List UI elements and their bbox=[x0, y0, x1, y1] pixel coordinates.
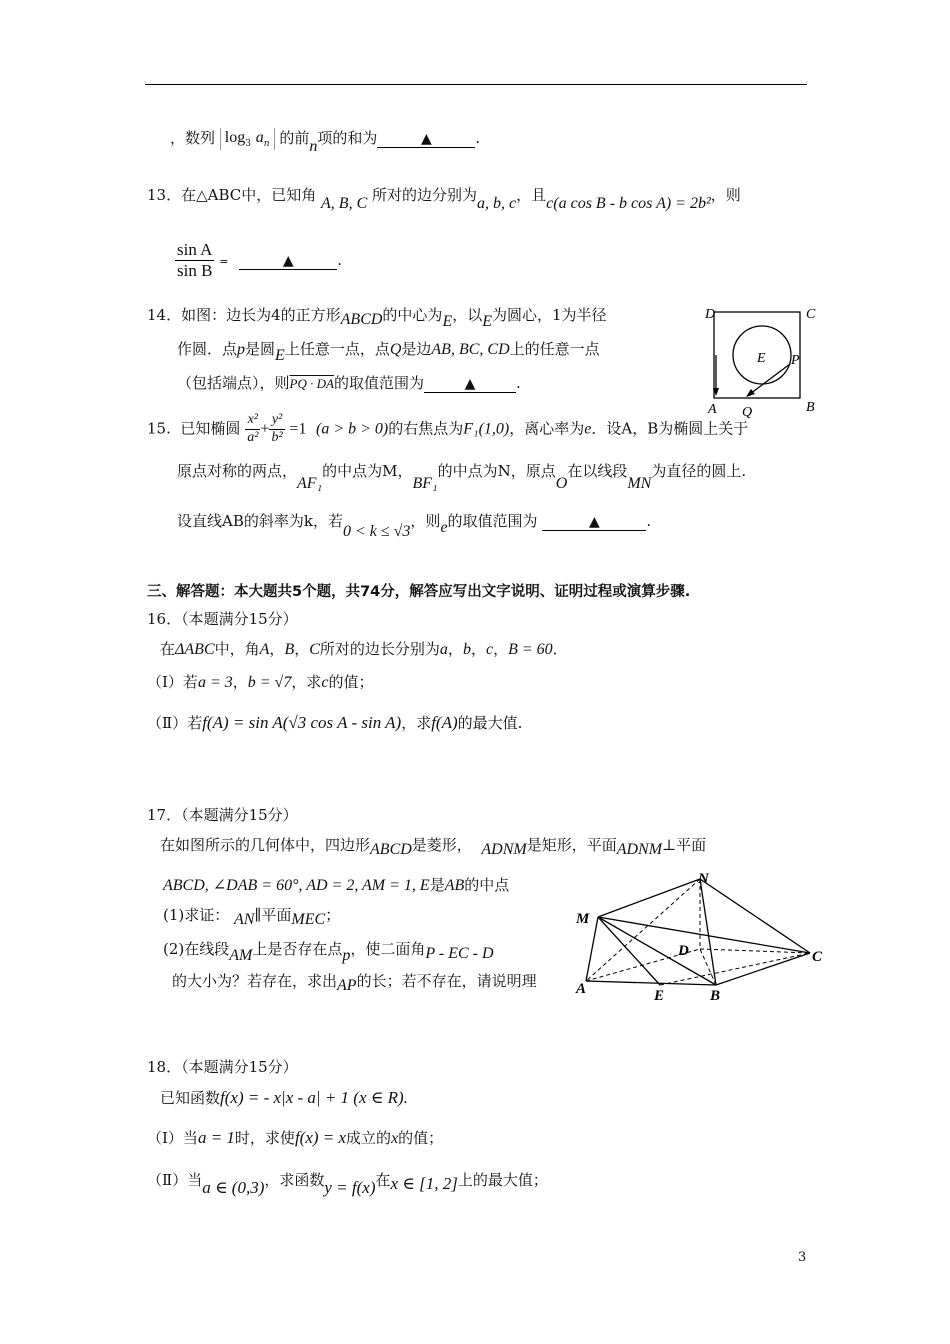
math: C bbox=[309, 641, 320, 658]
math: ADNM bbox=[616, 841, 663, 858]
text: 的右焦点为 bbox=[388, 419, 464, 438]
math: AM bbox=[229, 947, 253, 964]
math: x bbox=[391, 1130, 399, 1147]
text: 的中心为 bbox=[382, 306, 443, 324]
text: （包括端点），则 bbox=[177, 374, 290, 392]
label-E: E bbox=[654, 988, 665, 1004]
text: ， bbox=[493, 640, 509, 658]
text: 所对的边长分别为 bbox=[319, 640, 440, 658]
math: Q bbox=[389, 341, 402, 358]
text: (1)求证： bbox=[163, 906, 230, 924]
text: （Ⅰ）当 bbox=[147, 1129, 198, 1147]
text: ， bbox=[447, 640, 463, 658]
q13-line1 bbox=[147, 186, 741, 212]
text: ∥平面 bbox=[254, 906, 292, 924]
math: n bbox=[263, 139, 270, 149]
numerator: x² bbox=[245, 412, 260, 430]
q15-line3 bbox=[177, 512, 652, 540]
q12-continuation bbox=[170, 128, 481, 155]
math: f(A) = sin A(√3 cos A - sin A) bbox=[202, 713, 402, 732]
math: ΔABC bbox=[175, 641, 215, 658]
label-D: D bbox=[705, 307, 716, 322]
math: B = 60 bbox=[508, 641, 553, 658]
denominator: b² bbox=[271, 429, 283, 445]
q14-line3 bbox=[177, 374, 521, 393]
math: ABCD bbox=[340, 311, 383, 328]
q16-line1 bbox=[160, 640, 568, 659]
q14-square-figure bbox=[700, 300, 825, 420]
text: . bbox=[646, 512, 652, 530]
math: AB, BC, CD bbox=[431, 341, 510, 358]
answer-blank: ▲ bbox=[239, 253, 337, 270]
math: p bbox=[237, 341, 246, 358]
label-E: E bbox=[757, 351, 766, 366]
math: O bbox=[555, 475, 568, 492]
q17-solid-figure bbox=[570, 865, 840, 1005]
text: 在△ABC中，已知角 bbox=[181, 186, 317, 204]
text: . bbox=[475, 129, 481, 147]
text: 的值； bbox=[398, 1129, 444, 1147]
math: p bbox=[342, 947, 351, 964]
q14-line2 bbox=[177, 340, 600, 364]
arrow-head bbox=[746, 389, 755, 397]
math: f(A) bbox=[431, 713, 458, 732]
math: a bbox=[439, 641, 448, 658]
text: 在 bbox=[160, 640, 176, 658]
math: a = 3 bbox=[197, 674, 233, 691]
text: ， bbox=[232, 673, 248, 691]
text: 是矩形，平面 bbox=[526, 836, 617, 854]
q15-line2 bbox=[177, 462, 747, 492]
math: e bbox=[584, 420, 592, 438]
text: （Ⅱ）当 bbox=[147, 1171, 203, 1189]
text: 中，角 bbox=[214, 640, 260, 658]
answer-blank: ▲ bbox=[424, 376, 516, 393]
q13-line2 bbox=[175, 240, 342, 282]
q17-heading: 17．（本题满分15分） bbox=[147, 806, 298, 824]
math: c bbox=[485, 641, 494, 658]
text: 已知函数 bbox=[160, 1089, 221, 1107]
math: P - EC - D bbox=[425, 945, 494, 962]
math: MN bbox=[627, 475, 652, 492]
q15-line1: 15. 已知椭圆 $\frac{\text{x²}}{\text{a²}}$ + $\frac{\text{y²}}{\text{b²}}$ =1 (a > b > 0)的右焦点为F₁(1,0)，离心率为e．设A，B为椭圆上关于 bbox=[147, 412, 749, 445]
text: 上的最大值； bbox=[457, 1171, 548, 1189]
text: 上是否存在点 bbox=[252, 940, 343, 958]
text: 是 bbox=[429, 876, 445, 894]
label-M: M bbox=[576, 911, 590, 927]
math: (a > b > 0) bbox=[316, 420, 389, 438]
math: ABCD, ∠DAB = 60°, AD = 2, AM = 1, E bbox=[163, 877, 430, 894]
text: 的前 bbox=[279, 129, 310, 147]
label-A: A bbox=[708, 402, 717, 417]
fraction bbox=[175, 240, 214, 282]
header-rule bbox=[145, 84, 807, 85]
math: y = f(x) bbox=[324, 1178, 376, 1197]
q17-line3 bbox=[163, 906, 341, 928]
text: ，离心率为 bbox=[509, 419, 585, 438]
math: e bbox=[440, 519, 448, 536]
math: a ∈ (0,3) bbox=[202, 1178, 265, 1197]
text: 的中点为N，原点 bbox=[437, 462, 556, 480]
math: 0 < k ≤ √3 bbox=[342, 523, 411, 540]
text: 为直径的圆上. bbox=[651, 462, 747, 480]
label-N: N bbox=[698, 871, 709, 887]
text: ，以 bbox=[452, 306, 483, 324]
abs-log-expr bbox=[220, 128, 275, 150]
text: 的值； bbox=[328, 673, 374, 691]
text: = bbox=[219, 254, 229, 268]
text: 原点对称的两点， bbox=[177, 462, 298, 480]
math: 3 bbox=[245, 139, 251, 149]
text: ，且 bbox=[516, 186, 547, 204]
section-heading: 三、解答题：本大题共5个题，共74分，解答应写出文字说明、证明过程或演算步骤. bbox=[147, 584, 691, 600]
text: . bbox=[337, 250, 342, 269]
math: A bbox=[259, 641, 270, 658]
math: AP bbox=[337, 977, 357, 994]
math: n bbox=[309, 138, 318, 155]
math: AN bbox=[234, 911, 255, 928]
text: 是菱形， bbox=[411, 836, 472, 854]
math: ABCD bbox=[370, 841, 412, 858]
math: a, b, c bbox=[477, 195, 517, 212]
text: 是边 bbox=[401, 340, 432, 358]
denominator: a² bbox=[247, 429, 259, 445]
text: 上任意一点，点 bbox=[284, 340, 390, 358]
math: B bbox=[284, 641, 295, 658]
answer-blank: ▲ bbox=[542, 514, 646, 531]
q16-part1 bbox=[147, 673, 373, 692]
text: 的最大值. bbox=[457, 714, 523, 732]
text: ，则 bbox=[410, 512, 441, 530]
text: 为圆心，1为半径 bbox=[492, 306, 607, 324]
q16-heading: 16．（本题满分15分） bbox=[147, 610, 298, 628]
text: 的取值范围为 bbox=[447, 512, 538, 530]
q18-part2 bbox=[147, 1170, 548, 1197]
text: 作圆．点 bbox=[177, 340, 238, 358]
math: f(x) = - x|x - a| + 1 (x ∈ R). bbox=[220, 1088, 408, 1107]
text: ． bbox=[552, 640, 568, 658]
label-C: C bbox=[806, 307, 816, 322]
math: c(a cos B - b cos A) = 2b² bbox=[546, 195, 711, 212]
text: 在以线段 bbox=[567, 462, 628, 480]
text: 成立的 bbox=[346, 1129, 392, 1147]
math: c bbox=[321, 674, 329, 691]
text: ，求 bbox=[291, 673, 322, 691]
math: E bbox=[482, 313, 493, 330]
text: ，求函数 bbox=[264, 1171, 325, 1189]
math: PQ · DA bbox=[289, 376, 334, 391]
math: AF₁ bbox=[297, 475, 323, 492]
answer-blank: ▲ bbox=[377, 131, 475, 148]
text: . bbox=[515, 374, 521, 392]
text: 的长；若不存在，请说明理 bbox=[356, 972, 537, 990]
text: 已知椭圆 bbox=[180, 419, 241, 438]
math: a = 1 bbox=[197, 1128, 235, 1147]
label-B: B bbox=[710, 988, 721, 1004]
q18-heading: 18．（本题满分15分） bbox=[147, 1058, 298, 1076]
q14-line1 bbox=[147, 306, 607, 330]
text: 时，求使 bbox=[234, 1129, 295, 1147]
math: A, B, C bbox=[321, 195, 368, 212]
text: 项的和为 bbox=[317, 129, 378, 147]
text: ，则 bbox=[710, 186, 741, 204]
fraction-x bbox=[245, 412, 260, 447]
math: AB bbox=[444, 877, 465, 894]
q18-part1 bbox=[147, 1128, 443, 1148]
arrow-pq bbox=[750, 364, 790, 394]
text: 上的任意一点 bbox=[509, 340, 600, 358]
math: b bbox=[462, 641, 471, 658]
math: b = √7 bbox=[247, 674, 292, 691]
math: E bbox=[442, 313, 453, 330]
text: 所对的边分别为 bbox=[372, 186, 478, 204]
q18-line1 bbox=[160, 1088, 408, 1108]
text: （Ⅱ）若 bbox=[147, 714, 203, 732]
text: ， bbox=[294, 640, 310, 658]
text: 是圆 bbox=[245, 340, 276, 358]
text: ．设A，B为椭圆上关于 bbox=[591, 419, 749, 438]
text: 在 bbox=[375, 1171, 391, 1189]
text: 在如图所示的几何体中，四边形 bbox=[160, 836, 371, 854]
text: (2)在线段 bbox=[163, 940, 230, 958]
numerator: y² bbox=[269, 412, 284, 430]
math: x ∈ [1, 2] bbox=[390, 1174, 458, 1193]
math: a bbox=[255, 129, 264, 146]
q17-line1 bbox=[160, 836, 707, 858]
label-C: C bbox=[812, 949, 823, 965]
label-P: P bbox=[791, 353, 800, 368]
text: 的中点为M， bbox=[322, 462, 413, 480]
text: ，数列 bbox=[170, 129, 216, 147]
text: 如图：边长为4的正方形 bbox=[181, 306, 341, 324]
text: 设直线AB的斜率为k，若 bbox=[177, 512, 343, 530]
math: ADNM bbox=[481, 841, 527, 858]
q17-line5 bbox=[172, 972, 537, 994]
text: ， bbox=[269, 640, 285, 658]
label-Q: Q bbox=[742, 405, 753, 420]
q16-part2 bbox=[147, 713, 522, 733]
text: ，求 bbox=[401, 714, 432, 732]
question-number: 15. bbox=[147, 419, 171, 438]
math: log bbox=[224, 129, 246, 146]
q17-line2 bbox=[163, 876, 509, 895]
text: ， bbox=[470, 640, 486, 658]
text: ，使二面角 bbox=[350, 940, 426, 958]
q17-line4 bbox=[163, 940, 494, 964]
label-A: A bbox=[576, 981, 587, 997]
math: BF₁ bbox=[412, 475, 438, 492]
math: MEC bbox=[291, 911, 326, 928]
math: E bbox=[275, 347, 285, 364]
question-number: 14． bbox=[147, 306, 182, 324]
math: =1 bbox=[289, 420, 307, 438]
text: ⊥平面 bbox=[662, 836, 707, 854]
text: 的取值范围为 bbox=[333, 374, 424, 392]
denominator: sin B bbox=[177, 261, 213, 281]
question-number: 13． bbox=[147, 186, 182, 204]
page-number: 3 bbox=[798, 1250, 807, 1265]
fraction-y bbox=[269, 412, 284, 447]
label-D: D bbox=[678, 943, 689, 959]
numerator: sin A bbox=[175, 240, 214, 261]
math: F₁(1,0) bbox=[463, 420, 510, 438]
text: 的中点 bbox=[464, 876, 510, 894]
text: 的大小为？若存在，求出 bbox=[172, 972, 338, 990]
text: （Ⅰ）若 bbox=[147, 673, 198, 691]
label-B: B bbox=[806, 400, 815, 415]
text: ； bbox=[325, 906, 341, 924]
math: f(x) = x bbox=[294, 1128, 347, 1147]
